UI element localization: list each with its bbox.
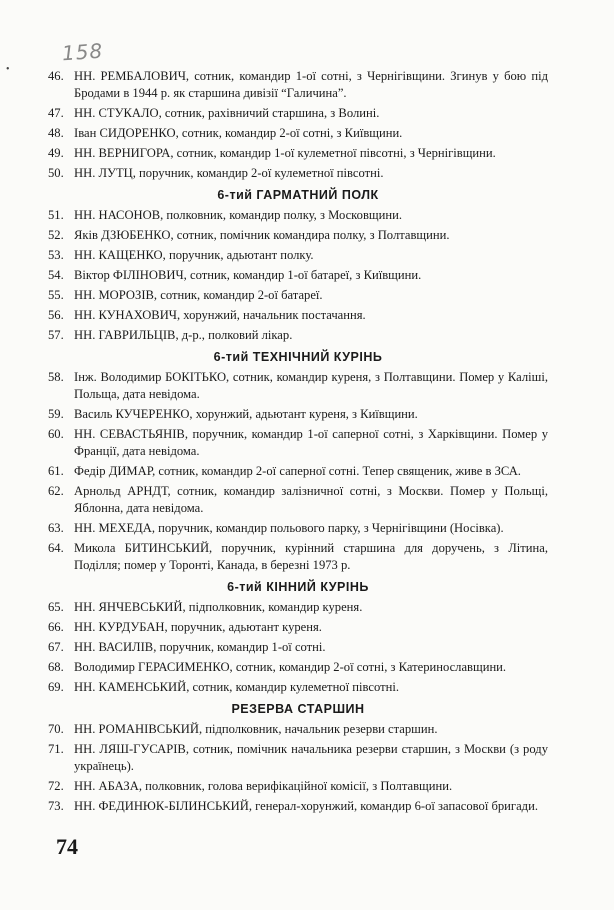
entry-text: НН. ВАСИЛІВ, поручник, командир 1-ої сотні. (74, 640, 326, 654)
entry-number: 67. (48, 640, 64, 654)
handwritten-page-note: 158 (61, 38, 104, 66)
section-heading: 6-тий ГАРМАТНИЙ ПОЛК (217, 188, 379, 202)
entry-number: 46. (48, 69, 64, 83)
entry-number: 73. (48, 799, 64, 813)
entry-number: 49. (48, 146, 64, 160)
entry-text: НН. КУРДУБАН, поручник, адьютант куреня. (74, 620, 322, 634)
entry-text: Василь КУЧЕРЕНКО, хорунжий, адьютант куреня, з Київщини. (74, 407, 418, 421)
list-item (48, 798, 548, 815)
page-number: 74 (56, 834, 78, 859)
entry-text: НН. ВЕРНИГОРА, сотник, командир 1-ої кулеметної півсотні, з Чернігівщини. (74, 146, 496, 160)
entry-text: НН. СЕВАСТЬЯНІВ, поручник, командир 1-ої саперної сотні, з Харківщини. Помер у Франції, дата невідома. (74, 427, 548, 458)
entry-text: Арнольд АРНДТ, сотник, командир залізничної сотні, з Москви. Помер у Польщі, Яблонна, дата невідома. (74, 484, 548, 515)
entry-number: 72. (48, 779, 64, 793)
entry-number: 55. (48, 288, 64, 302)
entry-number: 63. (48, 521, 64, 535)
section-heading: РЕЗЕРВА СТАРШИН (231, 702, 365, 716)
list-item (48, 483, 548, 517)
list-item (48, 369, 548, 403)
entry-number: 50. (48, 166, 64, 180)
entry-number: 64. (48, 541, 64, 555)
entry-number: 68. (48, 660, 64, 674)
entry-text: НН. АБАЗА, полковник, голова верифікаційної комісії, з Полтавщини. (74, 779, 453, 793)
list-item (48, 741, 548, 775)
entry-text: НН. ГАВРИЛЬЦІВ, д-р., полковий лікар. (74, 328, 293, 342)
list-item (48, 307, 548, 324)
list-item (48, 778, 548, 795)
entry-text: НН. ФЕДИНЮК-БІЛИНСЬКИЙ, генерал-хорунжий, командир 6-ої запасової бригади. (74, 799, 538, 813)
entry-text: НН. СТУКАЛО, сотник, рахівничий старшина, з Волині. (74, 106, 380, 120)
entry-text: НН. ЯНЧЕВСЬКИЙ, підполковник, командир куреня. (74, 600, 363, 614)
section-heading: 6-тий КІННИЙ КУРІНЬ (227, 580, 369, 594)
margin-mark: • (6, 64, 10, 75)
entry-number: 57. (48, 328, 64, 342)
entry-text: НН. КУНАХОВИЧ, хорунжий, начальник постачання. (74, 308, 366, 322)
list-item (48, 227, 548, 244)
entry-number: 59. (48, 407, 64, 421)
list-item (48, 207, 548, 224)
entry-number: 61. (48, 464, 64, 478)
entry-number: 62. (48, 484, 64, 498)
list-item (48, 463, 548, 480)
list-item (48, 247, 548, 264)
entry-number: 60. (48, 427, 64, 441)
list-item (48, 426, 548, 460)
entry-text: НН. РЕМБАЛОВИЧ, сотник, командир 1-ої сотні, з Чернігівщини. Згинув у бою під Бродами в 1944 р. як старшина дивізії “Галичина”. (74, 69, 548, 100)
entry-number: 51. (48, 208, 64, 222)
entry-number: 52. (48, 228, 64, 242)
list-item (48, 659, 548, 676)
entry-text: НН. РОМАНІВСЬКИЙ, підполковник, начальник резерви старшин. (74, 722, 438, 736)
entry-number: 70. (48, 722, 64, 736)
entry-text: НН. ЛУТЦ, поручник, командир 2-ої кулеметної півсотні. (74, 166, 384, 180)
list-item (48, 165, 548, 182)
entry-text: НН. МЕХЕДА, поручник, командир польового парку, з Чернігівщини (Носівка). (74, 521, 504, 535)
entry-text: НН. МОРОЗІВ, сотник, командир 2-ої батареї. (74, 288, 323, 302)
entry-text: Віктор ФІЛІНОВИЧ, сотник, командир 1-ої батареї, з Київщини. (74, 268, 422, 282)
list-item (48, 721, 548, 738)
entry-text: НН. КАЩЕНКО, поручник, адьютант полку. (74, 248, 314, 262)
entry-number: 56. (48, 308, 64, 322)
list-item (48, 68, 548, 102)
list-item (48, 520, 548, 537)
entry-number: 69. (48, 680, 64, 694)
entry-number: 71. (48, 742, 64, 756)
section-heading: 6-тий ТЕХНІЧНИЙ КУРІНЬ (213, 350, 383, 364)
entry-number: 54. (48, 268, 64, 282)
list-item (48, 619, 548, 636)
list-item (48, 125, 548, 142)
list-item (48, 540, 548, 574)
entry-number: 65. (48, 600, 64, 614)
entry-text: Микола БИТИНСЬКИЙ, поручник, курінний старшина для доручень, з Літина, Поділля; помер у Торонті, Канада, в березні 1973 р. (74, 541, 548, 572)
entry-text: Інж. Володимир БОКІТЬКО, сотник, командир куреня, з Полтавщини. Помер у Каліші, Польща, дата невідома. (74, 370, 548, 401)
entry-number: 47. (48, 106, 64, 120)
entry-text: НН. КАМЕНСЬКИЙ, сотник, командир кулеметної півсотні. (74, 680, 399, 694)
entry-text: Федір ДИМАР, сотник, командир 2-ої саперної сотні. Тепер священик, живе в ЗСА. (74, 464, 521, 478)
list-item (48, 267, 548, 284)
entry-text: НН. НАСОНОВ, полковник, командир полку, з Московщини. (74, 208, 402, 222)
list-item (48, 105, 548, 122)
list-item (48, 599, 548, 616)
entry-number: 66. (48, 620, 64, 634)
entry-text: Яків ДЗЮБЕНКО, сотник, помічник командира полку, з Полтавщини. (74, 228, 450, 242)
list-item (48, 145, 548, 162)
list-item (48, 406, 548, 423)
entry-list (48, 68, 548, 818)
entry-text: Іван СИДОРЕНКО, сотник, командир 2-ої сотні, з Київщини. (74, 126, 403, 140)
list-item (48, 287, 548, 304)
entry-number: 53. (48, 248, 64, 262)
list-item (48, 679, 548, 696)
entry-text: Володимир ГЕРАСИМЕНКО, сотник, командир 2-ої сотні, з Катеринославщини. (74, 660, 507, 674)
entry-text: НН. ЛЯШ-ГУСАРІВ, сотник, помічник начальника резерви старшин, з Москви (з роду українець). (74, 742, 548, 773)
entry-number: 58. (48, 370, 64, 384)
list-item (48, 639, 548, 656)
entry-number: 48. (48, 126, 64, 140)
list-item (48, 327, 548, 344)
